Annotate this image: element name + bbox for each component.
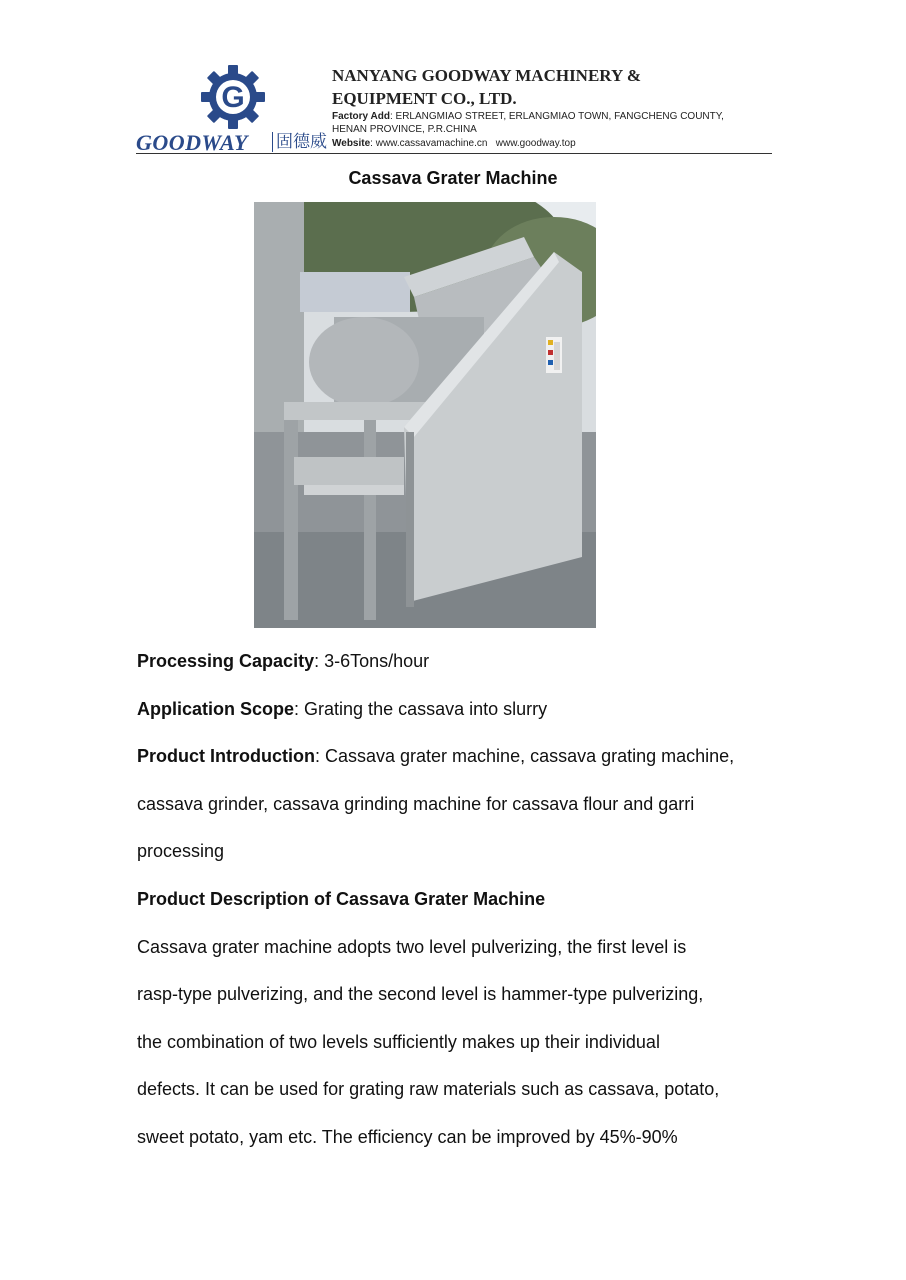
machine-photo (254, 202, 596, 628)
address-label: Factory Add (332, 111, 390, 122)
description-heading-text: Product Description of Cassava Grater Machine (137, 888, 546, 909)
description-heading (137, 876, 777, 924)
scope-line (137, 686, 777, 734)
brand-name-chinese: 固德威 (272, 132, 327, 152)
description-line-5: sweet potato, yam etc. The efficiency can be improved by 45%-90% (137, 1126, 678, 1147)
description-line-4: defects. It can be used for grating raw materials such as cassava, potato, (137, 1079, 720, 1100)
cassava-grater-machine-image (254, 202, 596, 628)
letterhead-divider (136, 153, 772, 154)
intro-line-3: processing (137, 841, 225, 862)
goodway-gear-logo-icon (200, 64, 266, 130)
website-line (332, 138, 772, 149)
website-label: Website (332, 138, 371, 149)
company-name-line-1: NANYANG GOODWAY MACHINERY & (332, 66, 642, 85)
capacity-label: Processing Capacity (137, 651, 315, 671)
website-urls: : www.cassavamachine.cn www.goodway.top (370, 138, 576, 149)
intro-label: Product Introduction (137, 746, 315, 767)
capacity-line (137, 638, 777, 686)
description-line-2: rasp-type pulverizing, and the second level is hammer-type pulverizing, (137, 984, 704, 1005)
description-line-3: the combination of two levels sufficiently makes up their individual (137, 1031, 660, 1052)
company-name-line-2: EQUIPMENT CO., LTD. (332, 89, 517, 108)
scope-value: : Grating the cassava into slurry (294, 698, 548, 719)
description-line-1: Cassava grater machine adopts two level pulverizing, the first level is (137, 936, 687, 957)
page-title: Cassava Grater Machine (348, 168, 558, 188)
capacity-value: : 3-6Tons/hour (314, 651, 430, 671)
intro-line-1 (137, 733, 777, 781)
document-body (137, 638, 777, 1162)
company-name (332, 64, 772, 110)
scope-label: Application Scope (137, 698, 295, 719)
factory-address (332, 110, 772, 136)
address-line-1: : ERLANGMIAO STREET, ERLANGMIAO TOWN, FANGCHENG COUNTY, (389, 111, 724, 122)
intro-line-2: cassava grinder, cassava grinding machine for cassava flour and garri (137, 793, 695, 814)
logo-letter: G (221, 81, 245, 114)
brand-name-english: GOODWAY (136, 130, 248, 155)
address-line-2: HENAN PROVINCE, P.R.CHINA (332, 124, 477, 135)
intro-text-1: : Cassava grater machine, cassava grating machine, (314, 746, 735, 767)
letterhead (136, 60, 772, 154)
